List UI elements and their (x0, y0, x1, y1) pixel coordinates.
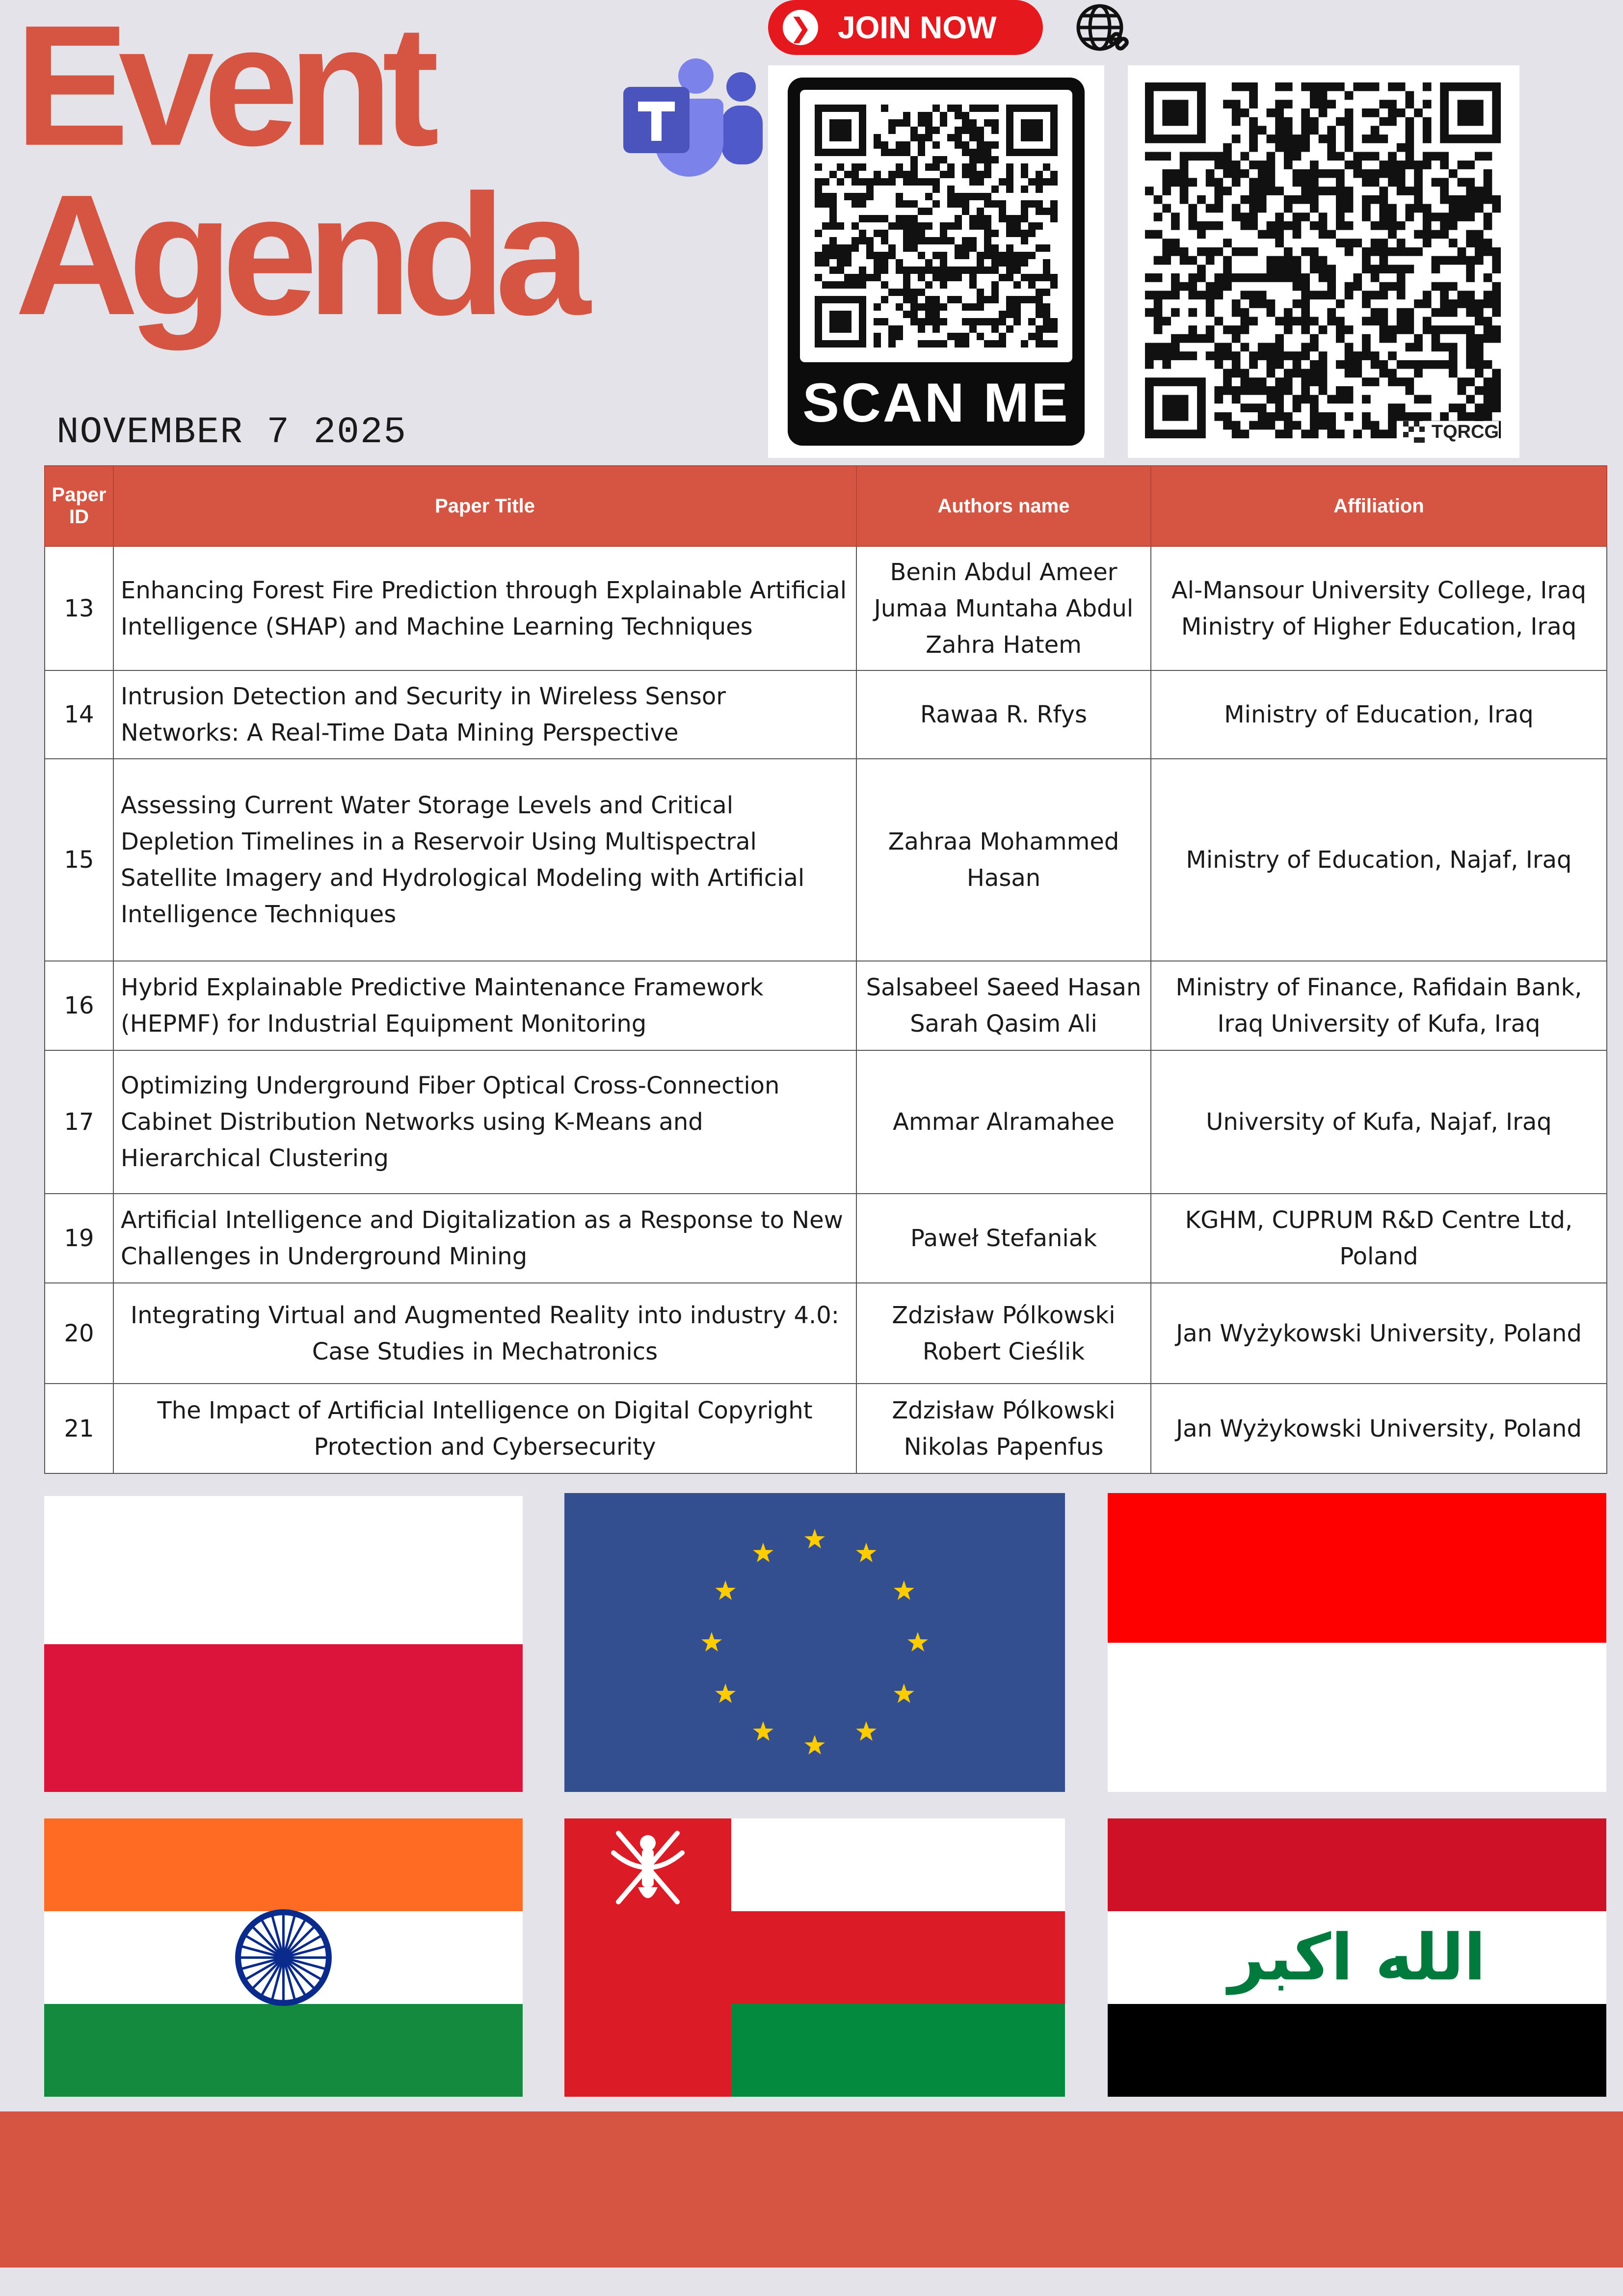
paper-id: 16 (45, 961, 113, 1050)
table-row (45, 1194, 1607, 1283)
eu-star-icon (856, 1543, 877, 1562)
eu-star-icon (894, 1683, 914, 1703)
chevron-right-icon: ❯ (783, 10, 818, 45)
eu-star-icon (715, 1580, 736, 1600)
oman-emblem-icon (604, 1823, 692, 1912)
agenda-table (44, 465, 1607, 1474)
flag-european-union (564, 1493, 1065, 1792)
takbir-inscription: الله اكبر (1228, 1920, 1486, 1995)
tqrcg-label: TQRCG (1431, 421, 1499, 442)
footer-band (0, 2111, 1623, 2268)
qr-code[interactable] (815, 105, 1058, 347)
paper-title: The Impact of Artificial Intelligence on Digital Copyright Protection and Cybersecurity (113, 1384, 856, 1473)
authors: Salsabeel Saeed Hasan Sarah Qasim Ali (856, 961, 1151, 1050)
eu-star-icon (753, 1543, 773, 1562)
authors: Zdzisław Pólkowski Nikolas Papenfus (856, 1384, 1151, 1473)
eu-stars (564, 1493, 1065, 1792)
eu-star-icon (753, 1721, 773, 1741)
paper-title: Optimizing Underground Fiber Optical Cross-Connection Cabinet Distribution Networks using K-Means and Hierarchical Clustering (113, 1050, 856, 1194)
flag-stripe-green (44, 2004, 523, 2097)
globe-link-icon[interactable] (1072, 0, 1131, 55)
scan-me-label: SCAN ME (802, 372, 1070, 433)
qr-mini-icon (1403, 421, 1425, 443)
paper-id: 21 (45, 1384, 113, 1473)
flag-stripe-red (44, 1644, 523, 1792)
eu-star-icon (894, 1580, 914, 1600)
paper-title: Artificial Intelligence and Digitalization as a Response to New Challenges in Underground Mining (113, 1194, 856, 1283)
qr-code-area (800, 90, 1072, 362)
affiliation: University of Kufa, Najaf, Iraq (1151, 1050, 1607, 1194)
table-row (45, 1384, 1607, 1473)
authors: Ammar Alramahee (856, 1050, 1151, 1194)
ashoka-chakra-icon (234, 1908, 333, 2007)
flag-stripe-saffron (44, 1818, 523, 1911)
flag-oman (564, 1818, 1065, 2097)
affiliation: Ministry of Finance, Rafidain Bank, Iraq University of Kufa, Iraq (1151, 961, 1607, 1050)
tqrcg-qr-card[interactable] (1128, 65, 1519, 458)
authors: Rawaa R. Rfys (856, 670, 1151, 759)
eu-star-icon (856, 1721, 877, 1741)
eu-star-icon (715, 1683, 736, 1703)
header-paper-id: Paper ID (45, 466, 113, 546)
flag-iraq (1108, 1818, 1606, 2097)
affiliation: KGHM, CUPRUM R&D Centre Ltd, Poland (1151, 1194, 1607, 1283)
eu-star-icon (804, 1529, 825, 1548)
table-row (45, 1283, 1607, 1384)
authors: Zdzisław Pólkowski Robert Cieślik (856, 1283, 1151, 1384)
affiliation: Ministry of Education, Iraq (1151, 670, 1607, 759)
flag-stripe-white (1108, 1643, 1606, 1792)
join-now-button[interactable] (768, 0, 1043, 55)
paper-id: 17 (45, 1050, 113, 1194)
flag-stripe-red (1108, 1818, 1606, 1911)
flag-indonesia (1108, 1493, 1606, 1792)
authors: Paweł Stefaniak (856, 1194, 1151, 1283)
flag-poland (44, 1496, 523, 1792)
table-row (45, 961, 1607, 1050)
qr-frame (788, 78, 1085, 446)
table-row (45, 1050, 1607, 1194)
tqrcg-badge (1398, 421, 1499, 443)
paper-id: 20 (45, 1283, 113, 1384)
table-row (45, 670, 1607, 759)
paper-title: Integrating Virtual and Augmented Reality into industry 4.0: Case Studies in Mechatronics (113, 1283, 856, 1384)
flag-stripe-white (44, 1496, 523, 1644)
join-now-label: JOIN NOW (838, 10, 997, 45)
eu-star-icon (804, 1735, 825, 1755)
title-event: Event (15, 0, 429, 182)
authors: Zahraa Mohammed Hasan (856, 759, 1151, 961)
flag-stripe-green (731, 2004, 1065, 2097)
table-header-row (45, 466, 1607, 546)
paper-title: Assessing Current Water Storage Levels and Critical Depletion Timelines in a Reservoir Using Multispectral Satellite Imagery and Hydrological Modeling with Artificial Intelligence Techniques (113, 759, 856, 961)
paper-id: 14 (45, 670, 113, 759)
authors: Benin Abdul Ameer Jumaa Muntaha Abdul Zahra Hatem (856, 546, 1151, 670)
title-agenda: Agenda (15, 159, 580, 351)
header-affiliation: Affiliation (1151, 466, 1607, 546)
flag-stripe-red (1108, 1493, 1606, 1643)
scan-me-qr-card[interactable] (768, 65, 1104, 458)
qr-code[interactable] (1145, 82, 1501, 438)
paper-id: 13 (45, 546, 113, 670)
paper-title: Enhancing Forest Fire Prediction through Explainable Artificial Intelligence (SHAP) and Machine Learning Techniques (113, 546, 856, 670)
affiliation: Ministry of Education, Najaf, Iraq (1151, 759, 1607, 961)
header-authors: Authors name (856, 466, 1151, 546)
paper-id: 19 (45, 1194, 113, 1283)
eu-star-icon (701, 1632, 722, 1652)
paper-id: 15 (45, 759, 113, 961)
eu-star-icon (907, 1632, 928, 1652)
flag-india (44, 1818, 523, 2097)
affiliation: Jan Wyżykowski University, Poland (1151, 1384, 1607, 1473)
flag-stripe-black (1108, 2004, 1606, 2097)
event-date: NOVEMBER 7 2025 (56, 411, 407, 454)
paper-title: Intrusion Detection and Security in Wireless Sensor Networks: A Real-Time Data Mining Perspective (113, 670, 856, 759)
affiliation: Al-Mansour University College, Iraq Ministry of Higher Education, Iraq (1151, 546, 1607, 670)
header-paper-title: Paper Title (113, 466, 856, 546)
paper-title: Hybrid Explainable Predictive Maintenance Framework (HEPMF) for Industrial Equipment Monitoring (113, 961, 856, 1050)
table-row (45, 759, 1607, 961)
table-row (45, 546, 1607, 670)
flag-stripe-white (731, 1818, 1065, 1911)
affiliation: Jan Wyżykowski University, Poland (1151, 1283, 1607, 1384)
teams-logo-icon (623, 56, 766, 179)
